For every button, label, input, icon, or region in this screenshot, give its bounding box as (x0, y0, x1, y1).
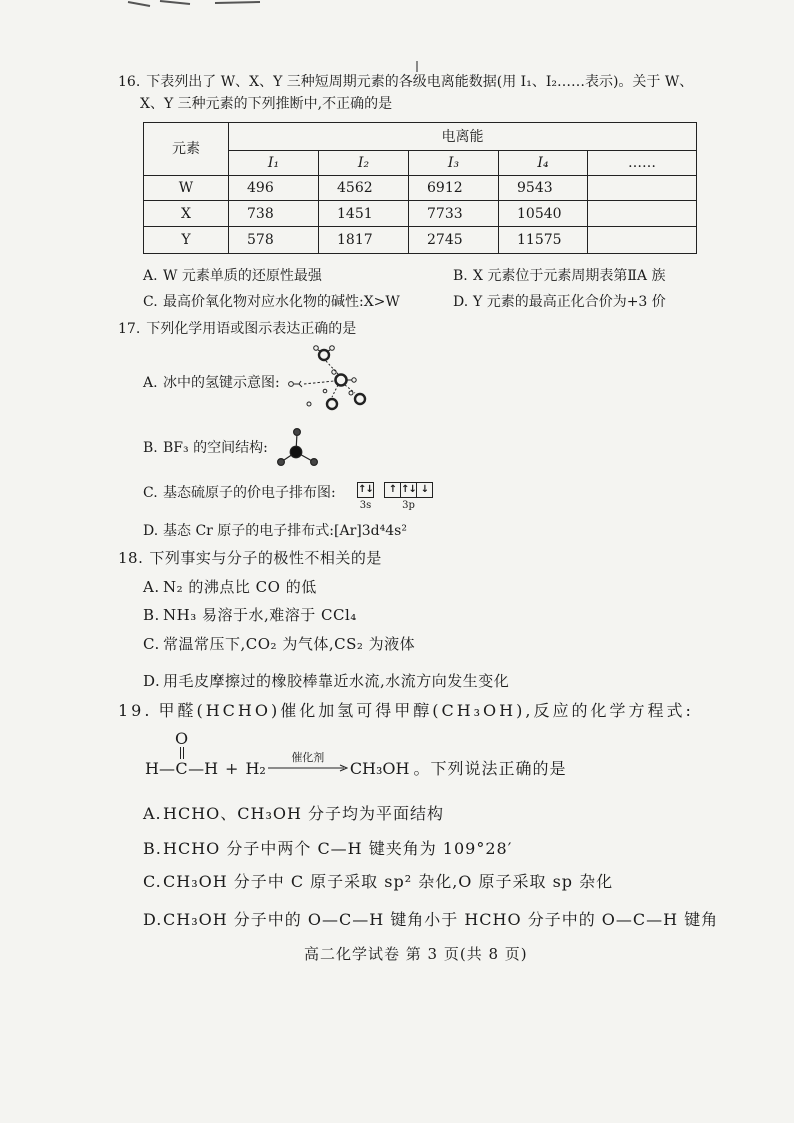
q19-option-d (143, 910, 718, 930)
option-text: 用毛皮摩擦过的橡胶棒靠近水流,水流方向发生变化 (163, 672, 510, 690)
option-text: 冰中的氢键示意图: (163, 375, 280, 391)
option-label: D. (453, 294, 469, 310)
table-cell: 738 (229, 201, 319, 227)
q19-stem-text: 甲醛(HCHO)催化加氢可得甲醇(CH₃OH),反应的化学方程式: (158, 701, 694, 720)
option-label: B. (143, 606, 160, 624)
question-number: 19. (118, 701, 153, 720)
q16-stem-line2: X、Y 三种元素的下列推断中,不正确的是 (140, 96, 393, 112)
column-header-i1: I₁ (229, 151, 319, 176)
table-cell: 1817 (319, 227, 409, 254)
option-label: C. (143, 635, 160, 653)
table-cell: 496 (229, 176, 319, 201)
equation-product: CH₃OH (349, 759, 410, 778)
page-footer: 高二化学试卷 第 3 页(共 8 页) (304, 945, 528, 963)
table-cell-empty (588, 227, 697, 254)
column-header-i4: I₄ (499, 151, 588, 176)
q18-stem-text: 下列事实与分子的极性不相关的是 (149, 549, 382, 567)
column-header-ellipsis: …… (588, 151, 697, 176)
question-number: 17. (118, 321, 141, 337)
table-row (144, 227, 697, 254)
option-label: A. (143, 804, 162, 823)
equation-carbon: C (175, 759, 188, 778)
orbital-box: ↑↓ (400, 482, 417, 498)
q17-stem (118, 320, 356, 338)
q18-option-a (143, 577, 317, 597)
bf3-structure-diagram (276, 426, 320, 470)
q16-stem-text: 下表列出了 W、X、Y 三种短周期元素的各级电离能数据(用 I₁、I₂……表示)。关于 W、 (146, 74, 694, 90)
option-label: B. (143, 440, 158, 456)
table-cell: 6912 (409, 176, 499, 201)
sulfur-orbital-diagram (357, 482, 433, 512)
row-element-label: X (144, 201, 229, 227)
column-header-i2: I₂ (319, 151, 409, 176)
q19-option-c (143, 872, 613, 892)
question-number: 16. (118, 74, 141, 90)
option-label: D. (143, 910, 163, 929)
q16-option-a (143, 267, 322, 285)
option-label: D. (143, 672, 161, 690)
option-label: A. (143, 268, 158, 284)
option-text: Y 元素的最高正化合价为+3 价 (473, 294, 666, 310)
table-cell: 578 (229, 227, 319, 254)
table-cell-empty (588, 201, 697, 227)
q17-option-b (143, 439, 268, 457)
question-number: 18. (118, 549, 144, 567)
carbonyl-group (175, 731, 188, 779)
row-element-label: W (144, 176, 229, 201)
option-label: A. (143, 578, 160, 596)
orbital-group-3p (384, 482, 433, 512)
reaction-equation (145, 731, 567, 779)
q17-stem-text: 下列化学用语或图示表达正确的是 (146, 321, 357, 337)
option-label: C. (143, 294, 158, 310)
orbital-box: ↑ (384, 482, 401, 498)
equation-h-right: H (204, 759, 219, 778)
table-cell: 7733 (409, 201, 499, 227)
q18-stem (118, 548, 382, 568)
q19-option-a (143, 804, 444, 824)
scan-artifact (414, 60, 420, 74)
option-label: C. (143, 872, 162, 891)
q19-stem (118, 701, 694, 721)
element-header: 元素 (144, 123, 229, 176)
equation-tail-text: 。下列说法正确的是 (413, 759, 567, 778)
ice-hydrogen-bond-diagram (285, 340, 380, 416)
option-text: NH₃ 易溶于水,难溶于 CCl₄ (163, 606, 357, 624)
ionization-energy-table (143, 122, 697, 254)
option-label: B. (453, 268, 468, 284)
column-header-i3: I₃ (409, 151, 499, 176)
row-element-label: Y (144, 227, 229, 254)
orbital-box: ↑↓ (357, 482, 374, 498)
option-text: 最高价氧化物对应水化物的碱性:X>W (163, 294, 400, 310)
option-text: 常温常压下,CO₂ 为气体,CS₂ 为液体 (163, 635, 416, 653)
reaction-arrow (268, 751, 348, 779)
table-cell: 2745 (409, 227, 499, 254)
q16-option-c (143, 293, 400, 311)
table-cell: 4562 (319, 176, 409, 201)
orbital-label-3s: 3s (359, 500, 372, 511)
option-text: BF₃ 的空间结构: (163, 440, 268, 456)
q17-option-c (143, 484, 336, 502)
orbital-box: ↓ (416, 482, 433, 498)
arrow-right-icon (268, 764, 348, 772)
option-label: C. (143, 485, 158, 501)
table-cell: 11575 (499, 227, 588, 254)
scan-artifact (120, 0, 280, 14)
q18-option-b (143, 605, 357, 625)
option-label: B. (143, 839, 162, 858)
q18-option-c (143, 634, 415, 654)
option-text: W 元素单质的还原性最强 (163, 268, 322, 284)
ionization-energy-header: 电离能 (229, 123, 697, 151)
q16-stem-line1 (118, 73, 693, 91)
q16-option-b (453, 267, 666, 285)
option-text: HCHO 分子中两个 C—H 键夹角为 109°28′ (163, 839, 513, 858)
equation-single-bond: — (188, 759, 205, 778)
table-row (144, 176, 697, 201)
option-label: A. (143, 375, 158, 391)
table-row (144, 201, 697, 227)
option-text: HCHO、CH₃OH 分子均为平面结构 (163, 804, 445, 823)
q17-option-a (143, 374, 280, 392)
table-cell: 1451 (319, 201, 409, 227)
option-text: CH₃OH 分子中 C 原子采取 sp² 杂化,O 原子采取 sp 杂化 (163, 872, 614, 891)
option-text: X 元素位于元素周期表第ⅡA 族 (473, 268, 666, 284)
equation-h-left: H (145, 759, 159, 778)
table-cell-empty (588, 176, 697, 201)
equation-single-bond: — (158, 759, 175, 778)
table-cell: 9543 (499, 176, 588, 201)
double-bond-icon (178, 747, 186, 759)
equation-plus: + (225, 759, 239, 778)
option-label: D. (143, 523, 159, 539)
option-text: 基态硫原子的价电子排布图: (163, 485, 336, 501)
q17-option-d (143, 522, 407, 540)
q19-option-b (143, 839, 512, 859)
catalyst-label: 催化剂 (291, 751, 325, 764)
q18-option-d (143, 671, 509, 691)
orbital-label-3p: 3p (402, 500, 415, 511)
orbital-group-3s (357, 482, 374, 512)
option-text: 基态 Cr 原子的电子排布式:[Ar]3d⁴4s² (163, 523, 407, 539)
option-text: N₂ 的沸点比 CO 的低 (163, 578, 317, 596)
table-cell: 10540 (499, 201, 588, 227)
table-header-row (144, 123, 697, 151)
equation-hydrogen: H₂ (245, 759, 266, 778)
option-text: CH₃OH 分子中的 O—C—H 键角小于 HCHO 分子中的 O—C—H 键角 (163, 910, 719, 929)
q16-option-d (453, 293, 666, 311)
equation-oxygen: O (174, 729, 189, 748)
